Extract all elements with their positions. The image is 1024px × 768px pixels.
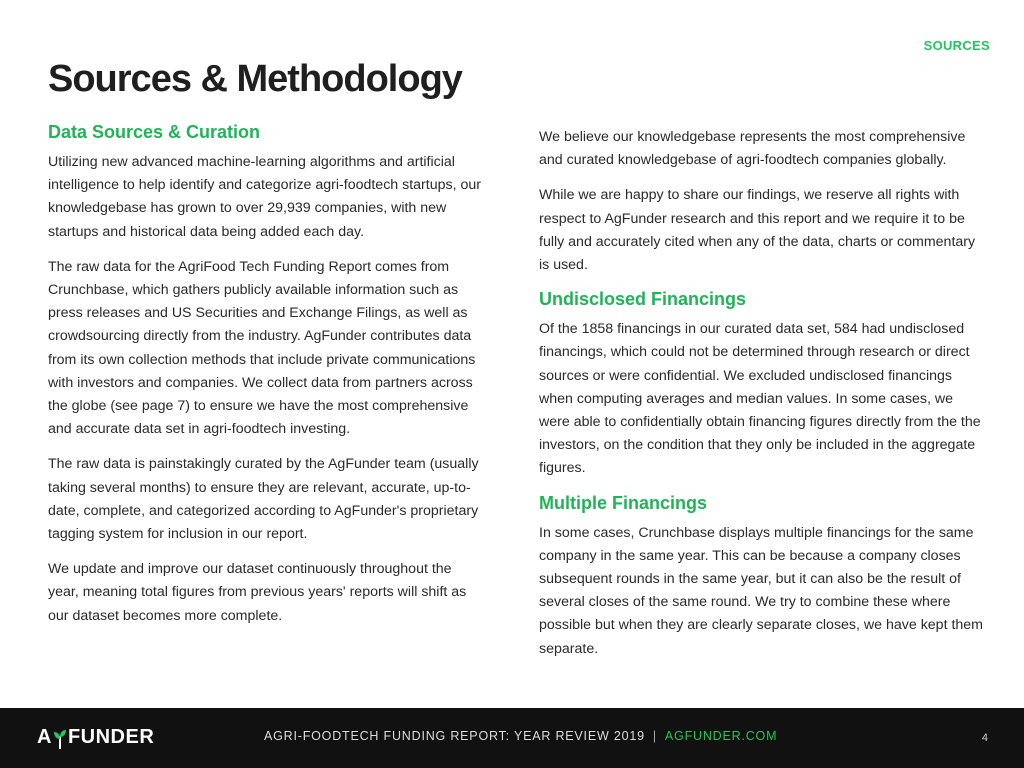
paragraph: The raw data for the AgriFood Tech Funding Report comes from Crunchbase, which gathers publicly available information such as press releases and US Securities and Exchange Filings, as well as crowdsourcing directly from the industry. AgFunder contributes data from its own collection methods that include private communications with investors and companies. We collect data from partners across the globe (see page 7) to ensure we have the most comprehensive and accurate data set in agri-foodtech investing. [48,258,476,438]
report-name: AGRI-FOODTECH FUNDING REPORT: YEAR REVIEW 2019 [264,729,645,743]
footer-separator: | [652,729,657,743]
logo-text: FUNDER [67,726,155,748]
section-tag: SOURCES [923,38,990,53]
paragraph: While we are happy to share our findings, we reserve all rights with respect to AgFunder research and this report and we require it to be fully and accurately cited when any of the data, charts or commentary is used. [539,187,976,274]
paragraph: Utilizing new advanced machine-learning algorithms and artificial intelligence to help identify and categorize agri-foodtech startups, our knowledgebase has grown to over 29,939 companies, with new startups and historical data being added each day. [48,154,481,240]
left-column [48,122,486,640]
sprout-icon [53,727,67,749]
page-number: 4 [981,732,988,744]
logo-letter-a: A [37,726,52,748]
heading-data-sources: Data Sources & Curation [48,122,261,142]
heading-multiple-financings: Multiple Financings [539,492,708,513]
paragraph: In some cases, Crunchbase displays multiple financings for the same company in the same year. This can be because a company closes subsequent rounds in the same year, but it can also be the result of several closes of the same round. We try to combine these where possible but when they are clearly separate closes, we have kept them separate. [539,524,983,657]
website-link[interactable]: AGFUNDER.COM [664,729,778,743]
right-column [539,126,985,673]
paragraph: The raw data is painstakingly curated by the AgFunder team (usually taking several months) to ensure they are relevant, accurate, up-to-date, complete, and categorized according to AgFunder's proprietary tagging system for inclusion in our report. [48,456,479,543]
heading-undisclosed-financings: Undisclosed Financings [539,289,747,310]
footer-bar [0,708,1024,768]
paragraph: We update and improve our dataset continuously throughout the year, meaning total figures from previous years' reports will shift as our dataset becomes more complete. [48,561,467,624]
paragraph: Of the 1858 financings in our curated data set, 584 had undisclosed financings, which could not be determined through research or direct sources or were confidential. We excluded undisclosed financings when computing averages and median values. In some cases, we were able to confidentially obtain financing figures directly from the the investors, on the condition that they only be included in the aggregate figures. [539,321,981,477]
footer-report-title [264,729,777,743]
agfunder-logo [37,726,154,749]
page-title: Sources & Methodology [48,58,462,100]
paragraph: We believe our knowledgebase represents the most comprehensive and curated knowledgebase of agri-foodtech companies globally. [539,129,966,169]
